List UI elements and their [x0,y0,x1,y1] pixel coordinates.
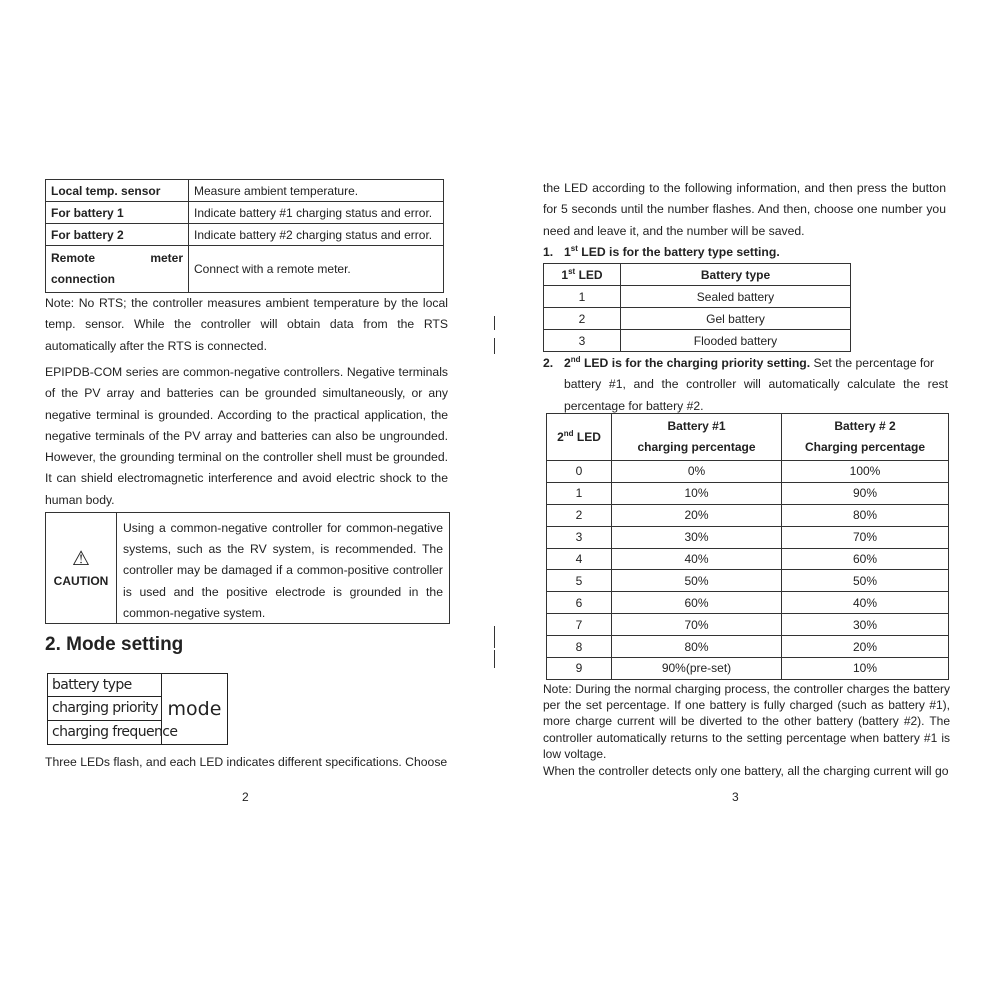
header-led: 2nd LED [547,414,612,461]
connection-word: connection [51,272,116,286]
table-cell-key: For battery 2 [46,224,189,246]
table-row [547,548,949,570]
cell-battery2-pct: 100% [782,461,949,483]
page-number: 3 [732,790,739,804]
page-number: 2 [242,790,249,804]
header-battery-type: Battery type [621,264,851,286]
cell-led: 7 [547,614,612,636]
cell-battery-type: Sealed battery [621,286,851,308]
margin-mark [494,338,495,354]
header-battery2: Battery # 2 Charging percentage [782,414,949,461]
table-row [46,180,444,202]
caution-header [46,513,117,623]
cell-battery1-pct: 10% [612,482,782,504]
header-battery1: Battery #1 charging percentage [612,414,782,461]
three-leds-text: Three LEDs flash, and each LED indicates different specifications. Choose [45,755,448,769]
cell-led: 9 [547,658,612,680]
cell-led: 3 [544,330,621,352]
table-cell-key: For battery 1 [46,202,189,224]
charging-percentage-table [546,413,949,680]
table-cell-key [46,246,189,293]
cell-battery2-pct: 60% [782,548,949,570]
table-row [46,246,444,293]
margin-mark [494,316,495,330]
item-number: 2. [543,356,554,370]
mode-diagram [47,673,228,745]
cell-battery2-pct: 90% [782,482,949,504]
table-cell-value: Measure ambient temperature. [189,180,444,202]
right-page [543,0,953,1000]
cell-battery2-pct: 30% [782,614,949,636]
table-header-row [544,264,851,286]
item-description: Set the percentage for [813,356,935,370]
table-row [46,202,444,224]
cell-battery1-pct: 40% [612,548,782,570]
cell-battery1-pct: 50% [612,570,782,592]
warning-triangle-icon: ⚠ [72,548,90,570]
item-description-cont: battery #1, and the controller will automatically calculate the rest percentage for battery #2. [564,377,948,413]
table-row [547,504,949,526]
table-cell-value: Indicate battery #2 charging status and error. [189,224,444,246]
table-cell-value: Indicate battery #1 charging status and error. [189,202,444,224]
battery-type-table [543,263,851,352]
table-row [547,570,949,592]
cell-battery1-pct: 0% [612,461,782,483]
table-row [544,286,851,308]
charging-note: Note: During the normal charging process, the controller charges the battery per the set percentage. If one battery is fully charged (such as battery #1), more charge current will be diverted to the other battery (battery #2). The controller automatically returns to the setting percentage when battery #1 is low voltage. [543,682,950,761]
cell-battery1-pct: 90%(pre-set) [612,658,782,680]
caution-box [45,512,450,624]
cell-led: 1 [547,482,612,504]
cell-battery2-pct: 80% [782,504,949,526]
mode-item-charging-frequence: charging frequence [52,723,178,740]
cell-led: 0 [547,461,612,483]
table-row [547,614,949,636]
table-row [547,461,949,483]
caution-text: Using a common-negative controller for common-negative systems, such as the RV system, is recommended. The controller may be damaged if a common-positive controller is used and the positive electrode is grounded in the common-negative system. [123,521,443,620]
table-row [547,658,949,680]
margin-mark [494,626,495,648]
table-row [544,330,851,352]
item-ordinal: 1 [564,245,571,259]
single-battery-text: When the controller detects only one battery, all the charging current will go [543,764,949,778]
led-instruction-text: the LED according to the following information, and then press the button for 5 seconds until the number flashes. And then, choose one number you need and leave it, and the number will be saved. [543,181,946,238]
cell-led: 8 [547,636,612,658]
cell-battery2-pct: 70% [782,526,949,548]
cell-battery1-pct: 70% [612,614,782,636]
table-cell-value: Connect with a remote meter. [189,246,444,293]
item-title-text: LED is for the battery type setting. [581,245,780,259]
cell-battery1-pct: 20% [612,504,782,526]
cell-battery1-pct: 60% [612,592,782,614]
cell-battery1-pct: 80% [612,636,782,658]
cell-led: 2 [547,504,612,526]
cell-battery2-pct: 40% [782,592,949,614]
item-ordinal: 2 [564,356,571,370]
item-ordinal-suffix: nd [570,354,581,364]
cell-led: 6 [547,592,612,614]
item-battery-type-title [543,245,780,259]
remote-word: Remote [51,251,96,265]
table-row [544,308,851,330]
section-heading: 2. Mode setting [45,634,184,655]
epipdb-paragraph: EPIPDB-COM series are common-negative controllers. Negative terminals of the PV array and batteries can be grounded simultaneously, or any negative terminal is grounded. According to the practical application, the negative terminals of the PV array and batteries can also be ungrounded. However, the grounding terminal on the controller shell must be grounded. It can shield electromagnetic interference and avoid electric shock to the human body. [45,365,448,507]
mode-item-charging-priority: charging priority [48,697,161,720]
cell-battery-type: Flooded battery [621,330,851,352]
table-header-row [547,414,949,461]
cell-battery-type: Gel battery [621,308,851,330]
margin-mark [494,650,495,668]
table-row [547,526,949,548]
cell-battery2-pct: 50% [782,570,949,592]
table-row [547,592,949,614]
header-led: 1st LED [544,264,621,286]
caution-label: CAUTION [53,574,109,588]
table-row [547,636,949,658]
cell-led: 2 [544,308,621,330]
cell-battery1-pct: 30% [612,526,782,548]
table-row [46,224,444,246]
mode-list [48,674,178,744]
table-row [547,482,949,504]
cell-led: 3 [547,526,612,548]
cell-led: 1 [544,286,621,308]
table-cell-key: Local temp. sensor [46,180,189,202]
cell-battery2-pct: 20% [782,636,949,658]
led-function-table [45,179,444,293]
cell-battery2-pct: 10% [782,658,949,680]
cell-led: 4 [547,548,612,570]
item-ordinal-suffix: st [570,243,578,253]
meter-word: meter [150,251,183,265]
cell-led: 5 [547,570,612,592]
item-charging-priority-title [543,353,948,417]
item-number: 1. [543,245,554,259]
mode-item-battery-type: battery type [48,674,161,697]
mode-label: mode [167,698,222,720]
left-page [45,0,450,1000]
item-title-text: LED is for the charging priority setting. [583,356,811,370]
rts-note: Note: No RTS; the controller measures ambient temperature by the local temp. sensor. While the controller will obtain data from the RTS automatically after the RTS is connected. [45,296,448,353]
